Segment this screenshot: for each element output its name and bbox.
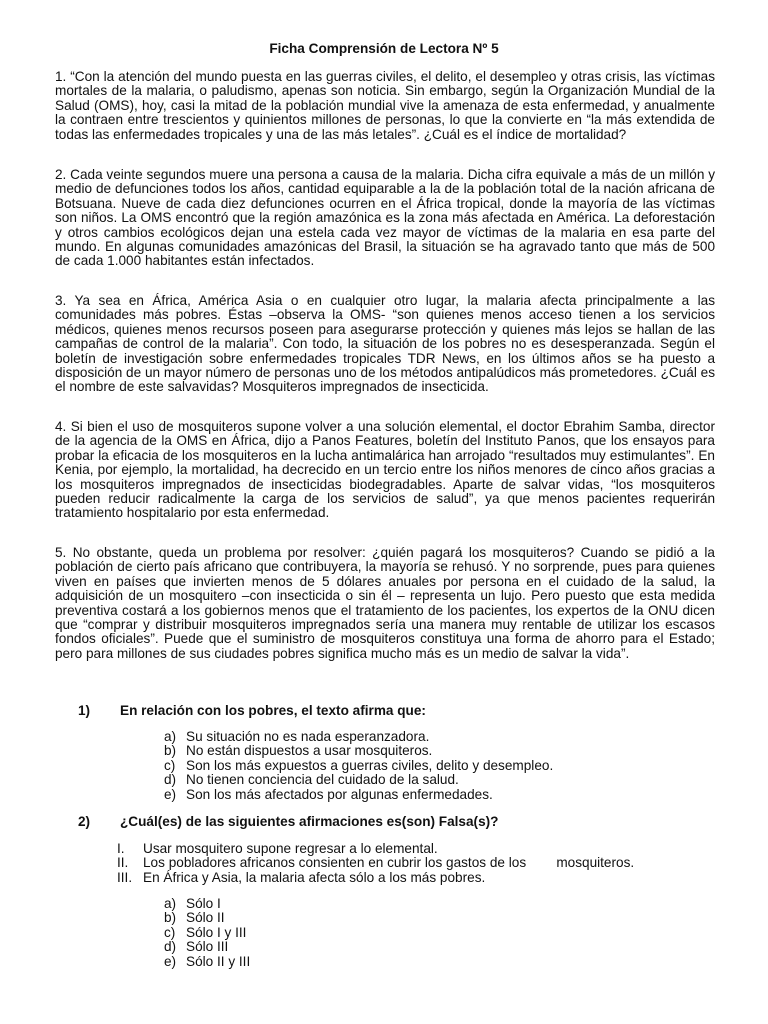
option-item[interactable]: d) No tienen conciencia del cuidado de la salud. — [164, 772, 459, 788]
statement-item: I. Usar mosquitero supone regresar a lo elemental. — [117, 841, 438, 856]
option-item[interactable]: a) Su situación no es nada esperanzadora. — [164, 729, 430, 744]
question-2-options — [164, 897, 250, 969]
option-item[interactable]: e) Sólo II y III — [164, 953, 251, 969]
question-1 — [78, 704, 426, 718]
question-2 — [78, 815, 498, 829]
option-item[interactable]: e) Son los más afectados por algunas enfermedades. — [164, 786, 493, 802]
paragraph-4: 4. Si bien el uso de mosquiteros supone volver a una solución elemental, el doctor Ebrahim Samba, director de la agencia de la OMS en África, dijo a Panos Features, boletín del Instituto Panos, que los ensayos para probar la eficacia de los mosquiteros en la lucha antimalárica han arrojado “resultados muy estimulantes”. En Kenia, por ejemplo, la mortalidad, ha decrecido en un tercio entre los niños menores de cinco años gracias a los mosquiteros impregnados de insecticidas biodegradables. Aparte de salvar vidas, “los mosquiteros pueden reducir radicalmente la carga de los servicios de salud”, ya que menos pacientes requerirán tratamiento hospitalario por esta enfermedad. — [55, 419, 715, 521]
question-text: ¿Cuál(es) de las siguientes afirmaciones es(son) Falsa(s)? — [120, 814, 499, 829]
paragraph-1: 1. “Con la atención del mundo puesta en las guerras civiles, el delito, el desempleo y otras crisis, las víctimas mortales de la malaria, o paludismo, apenas son noticia. Sin embargo, según la Organización Mundial de la Salud (OMS), hoy, casi la mitad de la población mundial vive la amenaza de esta enfermedad, y anualmente la contraen entre trescientos y quinientos millones de personas, lo que la convierte en “la más extendida de todas las enfermedades tropicales y una de las más letales”. ¿Cuál es el índice de mortalidad? — [55, 69, 715, 142]
question-1-options — [164, 730, 553, 802]
paragraph-2: 2. Cada veinte segundos muere una persona a causa de la malaria. Dicha cifra equivale a más de un millón y medio de defunciones todos los años, cantidad equiparable a la de la población total de la nación africana de Botsuana. Nueve de cada diez defunciones ocurren en el África tropical, donde la mayoría de las víctimas son niños. La OMS encontró que la región amazónica es la zona más afectada en América. La deforestación y otros cambios ecológicos dejan una estela cada vez mayor de víctimas de la malaria en esa parte del mundo. En algunas comunidades amazónicas del Brasil, la situación se ha agravado tanto que más de 500 de cada 1.000 habitantes están infectados. — [55, 167, 715, 269]
option-item[interactable]: c) Son los más expuestos a guerras civiles, delito y desempleo. — [164, 757, 554, 773]
option-item[interactable]: d) Sólo III — [164, 939, 229, 955]
statement-item: II. Los pobladores africanos consienten en cubrir los gastos de los mosquiteros. — [117, 855, 635, 871]
option-item[interactable]: c) Sólo I y III — [164, 924, 247, 940]
paragraph-3: 3. Ya sea en África, América Asia o en cualquier otro lugar, la malaria afecta principalmente a las comunidades más pobres. Éstas –observa la OMS- “son quienes menos acceso tienen a los servicios médicos, quienes menos recursos poseen para asegurarse protección y quienes más lejos se hallan de las campañas de control de la malaria”. Con todo, la situación de los pobres no es desesperanzada. Según el boletín de investigación sobre enfermedades tropicales TDR News, en los últimos años se ha puesto a disposición de un mayor número de personas uno de los métodos antipalúdicos más prometedores. ¿Cuál es el nombre de este salvavidas? Mosquiteros impregnados de insecticida. — [55, 293, 715, 395]
statement-item: III. En África y Asia, la malaria afecta sólo a los más pobres. — [117, 869, 486, 885]
question-number: 2) — [78, 814, 91, 829]
question-number: 1) — [78, 703, 91, 718]
option-item[interactable]: b) No están dispuestos a usar mosquiteros. — [164, 743, 433, 759]
question-2-statements — [117, 842, 634, 885]
option-item[interactable]: b) Sólo II — [164, 910, 225, 926]
question-text: En relación con los pobres, el texto afirma que: — [120, 703, 426, 718]
page-title: Ficha Comprensión de Lectora Nº 5 — [269, 41, 499, 56]
paragraph-5: 5. No obstante, queda un problema por resolver: ¿quién pagará los mosquiteros? Cuando se pidió a la población de cierto país africano que contribuyera, la mayoría se rehusó. Y no sorprende, pues para quienes viven en países que invierten menos de 5 dólares anuales por persona en el cuidado de la salud, la adquisición de un mosquitero –con insecticida o sin él – representa un lujo. Pero puesto que esta medida preventiva costará a los gobiernos menos que el tratamiento de los pacientes, los expertos de la ONU dicen que “comprar y distribuir mosquiteros impregnados sería una manera muy rentable de utilizar los escasos fondos oficiales”. Puede que el suministro de mosquiteros constituya una forma de ahorro para el Estado; pero para millones de sus ciudades pobres significa mucho más es un medio de salvar la vida”. — [55, 545, 715, 661]
option-item[interactable]: a) Sólo I — [164, 896, 221, 911]
